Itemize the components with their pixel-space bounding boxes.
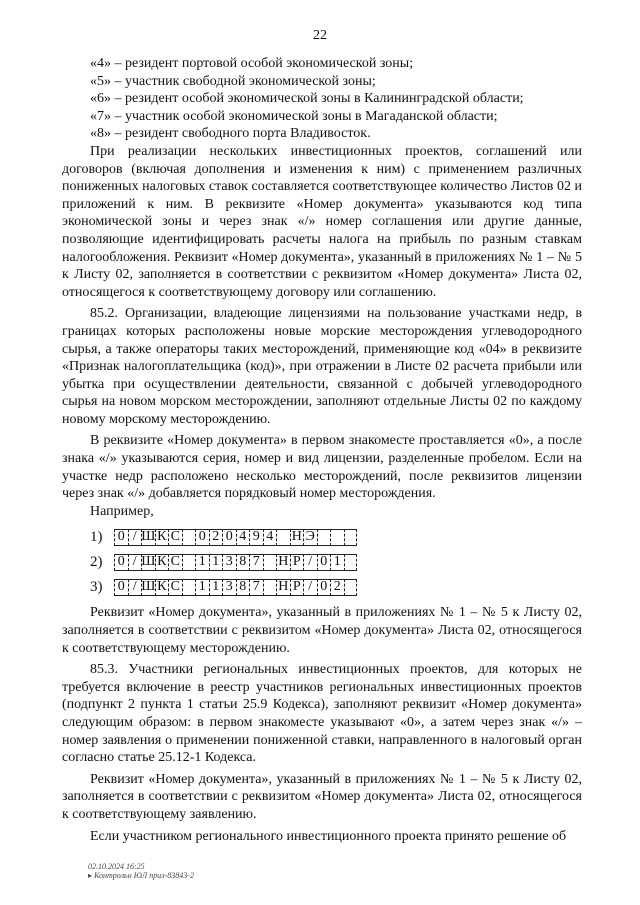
code-cell: Н [276,579,290,596]
code-cell [344,529,358,546]
page-content [62,55,582,845]
code-cell: 0 [114,529,128,546]
code-cell: 0 [317,579,331,596]
code-cell: К [155,529,169,546]
page-number: 22 [313,28,327,43]
code-cell: 1 [195,554,209,571]
code-cell: / [303,554,317,571]
code-cell: 8 [236,579,250,596]
code-cell: 1 [330,554,344,571]
code-cell: 1 [209,579,223,596]
code-cell: 1 [209,554,223,571]
code-cell: С [168,579,182,596]
code-cell [330,529,344,546]
code-cell: К [155,579,169,596]
code-cell [263,554,277,571]
code-cell: / [303,579,317,596]
code-cell: 0 [114,579,128,596]
code-cell: Э [303,529,317,546]
code-cell: 0 [114,554,128,571]
footer-date: 02.10.2024 16:25 [88,862,145,871]
code-cell: / [128,554,142,571]
paragraph-multiple-projects: При реализации нескольких инвестиционных проектов, соглашений или договоров (включая дополнения и изменения к ним) с применением различных пониженных налоговых ставок составляется соответствующее количество Листов 02 и приложений к ним. В реквизите «Номер документа» указываются код типа экономической зоны и через знак «/» номер соглашения или другие данные, позволяющие идентифицировать расчеты налога на прибыль по разным ставкам налогообложения. Реквизит «Номер документа», указанный в приложениях № 1 – № 5 к Листу 02, заполняется в соответствии с реквизитом «Номер документа» Листа 02, относящегося к соответствующему договору или соглашению. [62,143,582,300]
code-cell: Ш [141,529,156,545]
example-label: Например, [90,503,154,519]
paragraph-85-3: 85.3. Участники региональных инвестиционных проектов, для которых не требуется включение в реестр участников региональных инвестиционных проектов (подпункт 2 пункта 1 статьи 25.9 Кодекса), заполняют реквизит «Номер документа» следующим образом: в первом знакоместе указывают «0», а затем через знак «/» – номер заявления о применении пониженной ставки, направленного в налоговый орган согласно статье 25.12-1 Кодекса. [62,662,582,766]
code-cell [182,529,196,546]
code-cell: Р [290,554,304,571]
code-example-label: 2) [90,553,103,570]
paragraph-document-number: В реквизите «Номер документа» в первом знакоместе проставляется «0», а после знака «/» указываются серия, номер и вид лицензии, разделенные пробелом. Если на участке недр расположено несколько месторождений, после реквизитов лицензии через знак «/» добавляется порядковый номер месторождения. [62,433,582,502]
list-item: «7» – участник особой экономической зоны в Магаданской области; [90,108,498,124]
code-cell: 1 [195,579,209,596]
code-cell: С [168,554,182,571]
code-cell: 3 [222,554,236,571]
footer-stamp [88,862,194,880]
code-cell: 0 [195,529,209,546]
code-cell: К [155,554,169,571]
code-cell: Н [276,554,290,571]
code-cell [263,579,277,596]
code-cell: Ш [141,579,156,595]
code-cell: 2 [330,579,344,596]
code-cell: 8 [236,554,250,571]
code-cell: Р [290,579,304,596]
list-item: «6» – резидент особой экономической зоны в Калининградской области; [90,91,524,107]
code-cell: 7 [249,554,263,571]
footer-ref: ▸ Контрольн ЮЛ прил-83843-2 [88,871,194,880]
code-example-label: 3) [90,578,103,595]
paragraph-85-2: 85.2. Организации, владеющие лицензиями на пользование участками недр, в границах которых расположены новые морские месторождения углеводородного сырья, а также операторы таких месторождений, применяющие код «04» в реквизите «Признак налогоплательщика (код)», при отражении в Листе 02 расчета прибыли или убытка при осуществлении деятельности, связанной с добычей углеводородного сырья на новом морском месторождении, заполняют отдельные Листы 02 по каждому новому морскому месторождению. [62,306,582,427]
code-cell: 4 [236,529,250,546]
code-example-row [90,526,582,548]
code-cell: Ш [141,554,156,570]
code-cell: 2 [209,529,223,546]
code-cell: Н [290,529,304,546]
code-cells [114,554,357,571]
paragraph-field-reference-2: Реквизит «Номер документа», указанный в приложениях № 1 – № 5 к Листу 02, заполняется в соответствии с реквизитом «Номер документа» Листа 02, относящегося к соответствующему заявлению. [62,771,582,822]
code-cell [276,529,290,546]
code-examples [90,526,582,598]
code-cell: 4 [263,529,277,546]
code-example-row [90,576,582,598]
code-cell: 0 [222,529,236,546]
list-item: «8» – резидент свободного порта Владивосток. [90,126,371,142]
list-item: «5» – участник свободной экономической зоны; [90,73,376,89]
code-cell: 7 [249,579,263,596]
code-cell [182,579,196,596]
code-cell: С [168,529,182,546]
code-cell [344,579,358,596]
paragraph-field-reference: Реквизит «Номер документа», указанный в приложениях № 1 – № 5 к Листу 02, заполняется в соответствии с реквизитом «Номер документа» Листа 02, относящегося к соответствующему месторождению. [62,605,582,656]
code-cell: 9 [249,529,263,546]
code-cells [114,529,357,546]
code-example-row [90,551,582,573]
code-cells [114,579,357,596]
paragraph-investment-decision: Если участником регионального инвестиционного проекта принято решение об [90,828,567,844]
code-cell [344,554,358,571]
list-item: «4» – резидент портовой особой экономической зоны; [90,56,414,71]
code-cell: 0 [317,554,331,571]
code-cell: / [128,579,142,596]
code-cell: 3 [222,579,236,596]
code-cell [182,554,196,571]
code-cell: / [128,529,142,546]
code-cell [317,529,331,546]
code-example-label: 1) [90,528,103,545]
